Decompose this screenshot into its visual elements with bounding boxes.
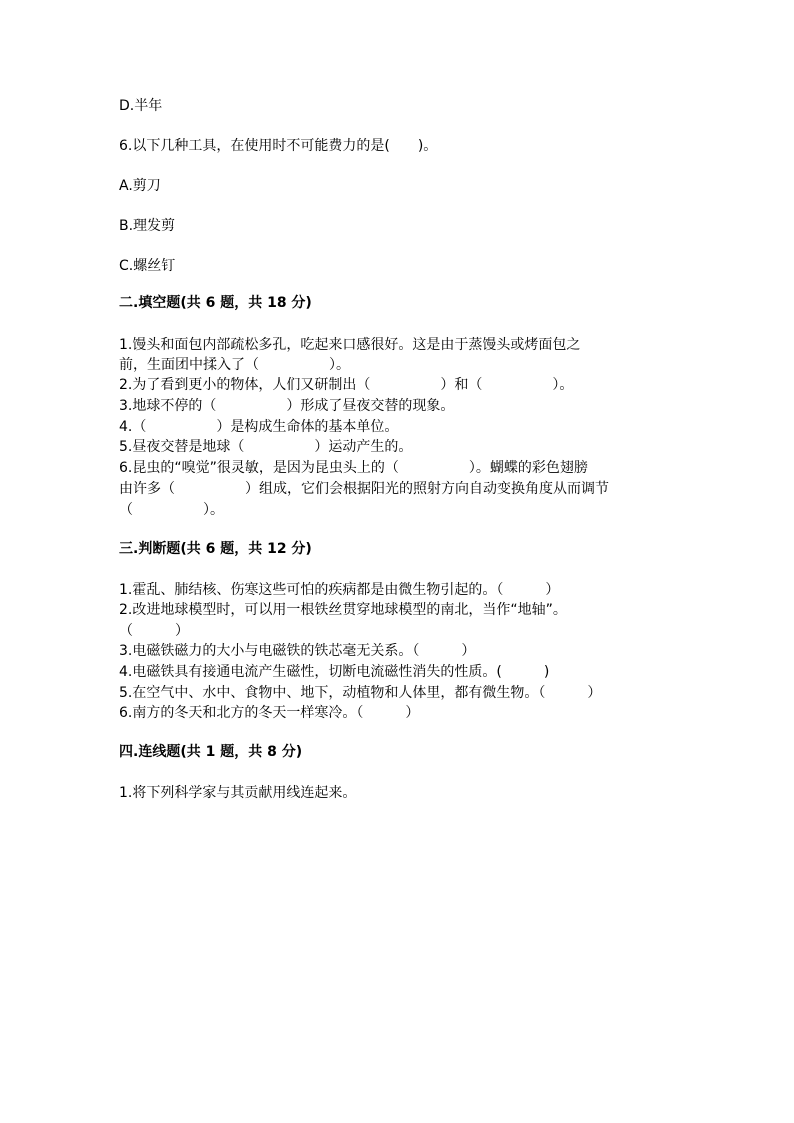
section-heading-matching: 四.连线题(共 1 题，共 8 分) (119, 744, 303, 760)
fill-blank-line: 4.（ ）是构成生命体的基本单位。 (119, 419, 399, 435)
fill-blank-line: 3.地球不停的（ ）形成了昼夜交替的现象。 (119, 398, 455, 414)
q6-option-c: C.螺丝钉 (119, 258, 176, 274)
fill-blank-line: 1.馒头和面包内部疏松多孔，吃起来口感很好。这是由于蒸馒头或烤面包之 (119, 337, 581, 353)
q6-option-b: B.理发剪 (119, 218, 176, 234)
judgment-line: 1.霍乱、肺结核、伤寒这些可怕的疾病都是由微生物引起的。（ ） (119, 582, 560, 598)
section-heading-fill-blank: 二.填空题(共 6 题，共 18 分) (119, 295, 312, 311)
fill-blank-line: 2.为了看到更小的物体，人们又研制出（ ）和（ ）。 (119, 377, 574, 393)
q6-option-a: A.剪刀 (119, 178, 161, 194)
section-heading-judgment: 三.判断题(共 6 题，共 12 分) (119, 541, 312, 557)
q6-stem: 6.以下几种工具，在使用时不可能费力的是( )。 (119, 138, 438, 154)
fill-blank-line: （ ）。 (119, 502, 224, 518)
fill-blank-line: 5.昼夜交替是地球（ ）运动产生的。 (119, 439, 413, 455)
judgment-line: 4.电磁铁具有接通电流产生磁性，切断电流磁性消失的性质。( ) (119, 664, 550, 680)
judgment-line: 6.南方的冬天和北方的冬天一样寒冷。（ ） (119, 705, 420, 721)
judgment-line: 3.电磁铁磁力的大小与电磁铁的铁芯毫无关系。（ ） (119, 643, 476, 659)
fill-blank-line: 由许多（ ）组成，它们会根据阳光的照射方向自动变换角度从而调节 (119, 481, 609, 497)
judgment-line: 2.改进地球模型时，可以用一根铁丝贯穿地球模型的南北，当作“地轴”。 (119, 602, 567, 618)
q5-option-d: D.半年 (119, 98, 163, 114)
fill-blank-line: 前，生面团中揉入了（ ）。 (119, 357, 350, 373)
judgment-line: 5.在空气中、水中、食物中、地下，动植物和人体里，都有微生物。（ ） (119, 685, 602, 701)
judgment-line: （ ） (119, 623, 189, 639)
fill-blank-line: 6.昆虫的“嗅觉”很灵敏，是因为昆虫头上的（ ）。蝴蝶的彩色翅膀 (119, 460, 588, 476)
matching-line: 1.将下列科学家与其贡献用线连起来。 (119, 785, 357, 801)
